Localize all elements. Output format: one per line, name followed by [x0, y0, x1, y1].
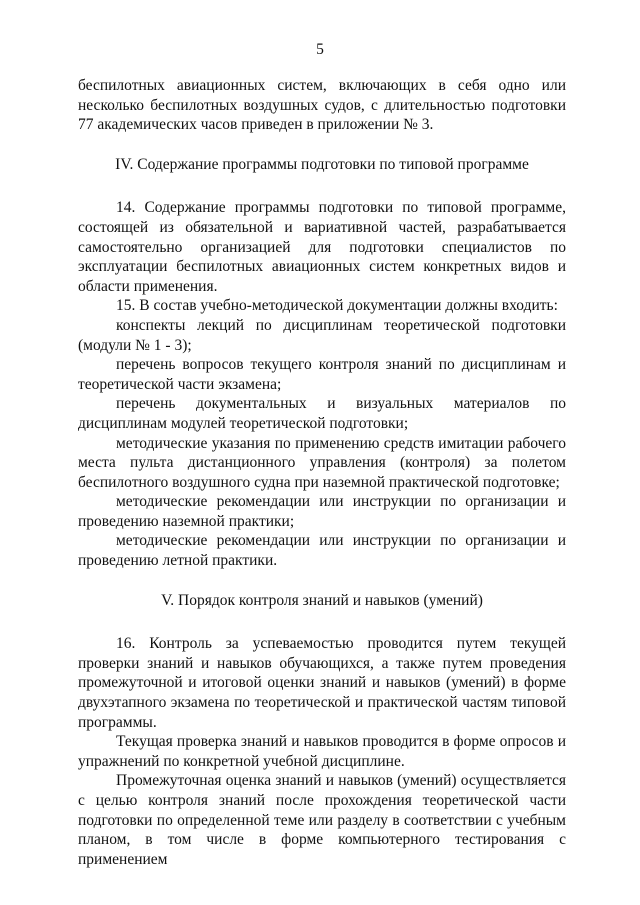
paragraph: Промежуточная оценка знаний и навыков (умений) осуществляется с целью контроля знаний после прохождения теоретической части подготовки по определенной теме или разделу в соответствии с учебным планом, в том числе в форме компьютерного тестирования с применением	[78, 772, 566, 868]
paragraph: Текущая проверка знаний и навыков проводится в форме опросов и упражнений по конкретной учебной дисциплине.	[78, 733, 566, 770]
spacer	[78, 174, 566, 198]
paragraph: беспилотных авиационных систем, включающих в себя одно или несколько беспилотных воздушных судов, с длительностью подготовки 77 академических часов приведен в приложении № 3.	[78, 77, 566, 134]
section-heading: IV. Содержание программы подготовки по типовой программе	[115, 155, 529, 173]
paragraph: методические указания по применению средств имитации рабочего места пульта дистанционного управления (контроля) за полетом беспилотного воздушного судна при наземной практической подготовке;	[78, 434, 566, 491]
paragraph: 14. Содержание программы подготовки по типовой программе, состоящей из обязательной и вариативной частей, разрабатывается самостоятельно организацией для подготовки специалистов по эксплуатации беспилотных авиационных систем конкретных видов и области применения.	[78, 199, 566, 295]
paragraph: конспекты лекций по дисциплинам теоретической подготовки (модули № 1 - 3);	[78, 316, 566, 354]
paragraph: перечень вопросов текущего контроля знаний по дисциплинам и теоретической части экзамена;	[78, 356, 566, 393]
spacer	[78, 610, 566, 634]
section-heading: V. Порядок контроля знаний и навыков (умений)	[161, 591, 483, 609]
paragraph: 15. В состав учебно-методической документации должны входить:	[116, 297, 558, 315]
page-number: 5	[316, 41, 324, 58]
spacer	[78, 135, 566, 155]
paragraph: методические рекомендации или инструкции по организации и проведению наземной практики;	[78, 493, 566, 530]
spacer	[78, 571, 566, 591]
paragraph: перечень документальных и визуальных материалов по дисциплинам модулей теоретической подготовки;	[78, 395, 566, 432]
paragraph: 16. Контроль за успеваемостью проводится путем текущей проверки знаний и навыков обучающихся, а также путем проведения промежуточной и итоговой оценки знаний и навыков (умений) в форме двухэтапного экзамена по теоретической и практической частям типовой программы.	[78, 635, 566, 731]
document-body	[78, 76, 566, 869]
paragraph: методические рекомендации или инструкции по организации и проведению летной практики.	[78, 532, 566, 570]
